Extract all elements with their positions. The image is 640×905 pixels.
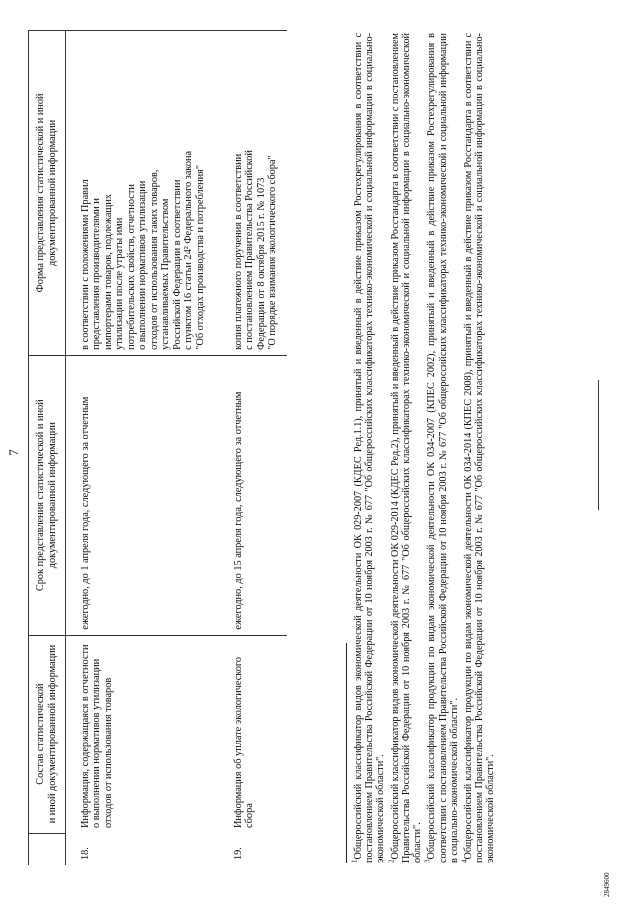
row-number: 19. xyxy=(232,847,244,860)
table-row xyxy=(65,31,220,866)
footnote-text: Общероссийский классификатор продукции по видам экономической деятельности ОК 034-2014 (КПЕС 2008), принятый и введенный в действие приказом Росстандарта в соответствии с постановлением Правительства Российской Федерации от 10 ноября 2003 г. № 677 "Об общероссийских классификаторах технико-экономической и социальной информации в социально-экономической области". xyxy=(462,33,497,863)
footnotes xyxy=(346,33,500,863)
footnote xyxy=(387,33,424,863)
table-row xyxy=(221,31,287,866)
row-composition: Информация об уплате экологического сбора xyxy=(221,635,287,833)
statistical-info-table xyxy=(28,30,287,865)
row-deadline: ежегодно, до 1 апреля года, следующего за отчетным xyxy=(65,355,220,635)
row-composition: Информация, содержащаяся в отчетности о выполнении нормативов утилизации отходов от использования товаров xyxy=(65,635,220,833)
row-form: в соответствии с положениями Правил представления производителями и импортерами товаров, подлежащих утилизации после утраты ими потребительских свойств, отчетности о выполнении нормативов утилизации отходов от использования таких товаров, устанавливаемых Правительством Российской Федерации в соответствии с пунктом 16 статьи 24² Федерального закона "Об отходах производства и потребления" xyxy=(65,31,220,356)
end-rule xyxy=(598,380,599,510)
page-number: 7 xyxy=(6,449,21,456)
footnote-mark: 4 xyxy=(460,859,469,863)
table-header-row xyxy=(29,31,66,866)
document-id: 2849600 xyxy=(603,872,611,897)
footnote xyxy=(423,33,460,863)
row-number: 18. xyxy=(79,847,91,860)
row-deadline: ежегодно, до 15 апреля года, следующего за отчетным xyxy=(221,355,287,635)
footnote-mark: 2 xyxy=(387,859,396,863)
footnote-mark: 1 xyxy=(350,859,359,863)
header-number xyxy=(29,833,66,865)
header-composition: Состав статистической и иной документированной информации xyxy=(29,635,66,833)
footnote-mark: 3 xyxy=(423,859,432,863)
footnote-text: Общероссийский классификатор видов экономической деятельности ОК 029-2007 (КДЕС Ред.1.1), принятый и введенный в действие приказом Ростехрегулирования в соответствии с постановлением Правительства Российской Федерации от 10 ноября 2003 г. № 677 "Об общероссийских классификаторах технико-экономической и социальной информации в социально-экономической области". xyxy=(353,33,387,863)
footnote-separator xyxy=(346,643,347,863)
footnote-text: Общероссийский классификатор видов экономической деятельности ОК 029-2014 (КДЕС Ред.2), принятый и введенный в действие приказом Росстандарта в соответствии с постановлением Правительства Российской Федерации от 10 ноября 2003 г. № 677 "Об общероссийских классификаторах технико-экономической и социальной информации в социально-экономической области". xyxy=(389,33,424,863)
footnote xyxy=(460,33,497,863)
footnote xyxy=(350,33,387,863)
header-form: Форма представления статистической и иной документированной информации xyxy=(29,31,66,356)
footnote-text: Общероссийский классификатор продукции по видам экономической деятельности ОК 034-2007 (КПЕС 2002), принятый и введенный в действие приказом Ростехрегулирования в соответствии с постановлением Правительства Российской Федерации от 10 ноября 2003 г. № 677 "Об общероссийских классификаторах технико-экономической и социальной информации в социально-экономической области". xyxy=(426,33,460,863)
row-form: копия платежного поручения в соответствии с постановлением Правительства Российской Федерации от 8 октября 2015 г. № 1073 "О порядке взимания экологического сбора" xyxy=(221,31,287,356)
header-deadline: Срок представления статистической и иной документированной информации xyxy=(29,355,66,635)
